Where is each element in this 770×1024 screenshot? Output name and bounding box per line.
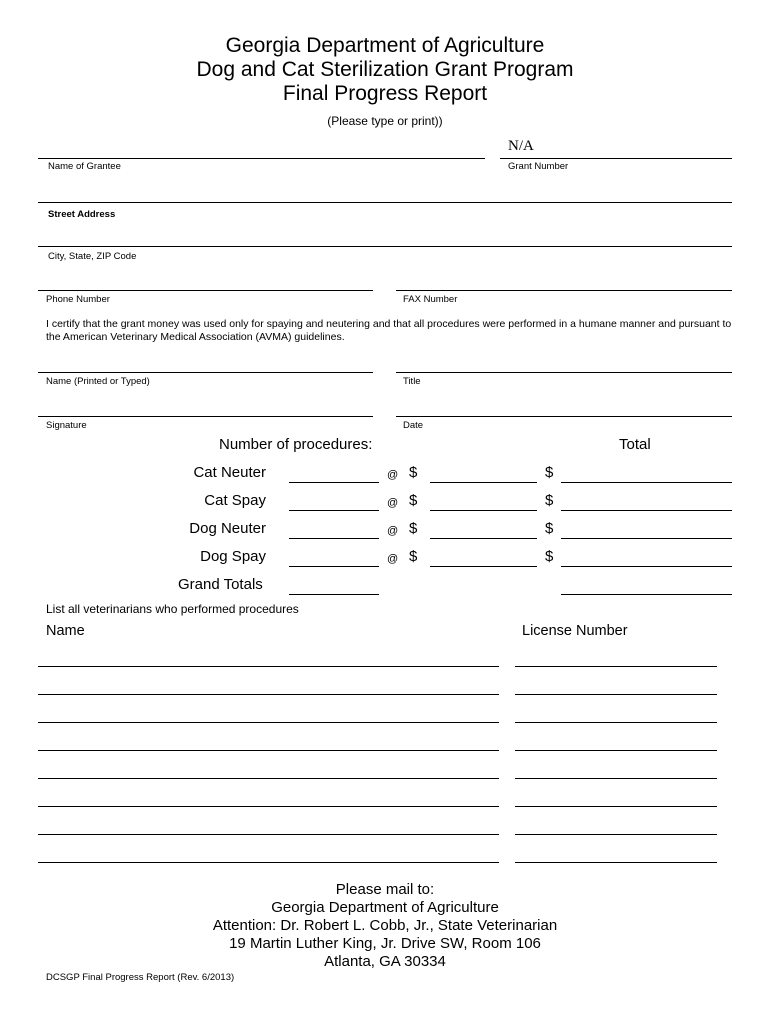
fax-label: FAX Number — [403, 294, 458, 305]
page-title: Final Progress Report — [282, 82, 488, 105]
vet-name-input[interactable] — [38, 666, 499, 667]
street-address-line — [38, 202, 732, 203]
dog-spay-total-dollar: $ — [545, 548, 554, 565]
printed-name-input[interactable] — [40, 352, 370, 372]
vet-name-input[interactable] — [38, 806, 499, 807]
phone-input[interactable] — [40, 270, 370, 290]
vet-name-input[interactable] — [38, 750, 499, 751]
cat-spay-rate-dollar: $ — [409, 492, 418, 509]
grantee-name-line — [38, 158, 485, 159]
mail-attention: Attention: Dr. Robert L. Cobb, Jr., State Veterinarian — [212, 917, 558, 934]
vet-name-input[interactable] — [38, 862, 499, 863]
printed-name-line — [38, 372, 373, 373]
form-revision: DCSGP Final Progress Report (Rev. 6/2013) — [46, 972, 235, 983]
vet-license-input[interactable] — [515, 694, 717, 695]
grand-total-count-input[interactable] — [289, 594, 379, 595]
cat-neuter-rate-input[interactable] — [430, 482, 537, 483]
date-line — [396, 416, 732, 417]
cat-spay-label: Cat Spay — [204, 492, 266, 509]
dog-spay-rate-input[interactable] — [430, 566, 537, 567]
dog-spay-count-input[interactable] — [289, 566, 379, 567]
certification-statement: I certify that the grant money was used only for spaying and neutering and that all procedures were performed in a humane manner and pursuant to the American Veterinary Medical Association (AVMA) guidelines. — [46, 318, 732, 343]
total-heading: Total — [619, 436, 651, 453]
dog-neuter-count-input[interactable] — [289, 538, 379, 539]
dog-neuter-at-symbol: @ — [387, 525, 399, 537]
mail-agency: Georgia Department of Agriculture — [271, 899, 499, 916]
grant-number-line — [500, 158, 732, 159]
vet-license-input[interactable] — [515, 750, 717, 751]
vet-name-input[interactable] — [38, 694, 499, 695]
title-label: Title — [403, 376, 421, 387]
date-input[interactable] — [398, 396, 728, 416]
grand-totals-label: Grand Totals — [178, 576, 263, 593]
dog-neuter-rate-input[interactable] — [430, 538, 537, 539]
vet-license-heading: License Number — [522, 623, 628, 639]
grant-number-label: Grant Number — [508, 161, 569, 172]
fax-line — [396, 290, 732, 291]
dog-spay-total-input[interactable] — [561, 566, 732, 567]
mail-street: 19 Martin Luther King, Jr. Drive SW, Room 106 — [229, 935, 541, 952]
header-agency: Georgia Department of Agriculture — [225, 34, 545, 57]
grantee-name-input[interactable] — [40, 138, 480, 158]
vet-name-input[interactable] — [38, 778, 499, 779]
vet-license-input[interactable] — [515, 778, 717, 779]
mail-city: Atlanta, GA 30334 — [324, 953, 446, 970]
cat-neuter-total-dollar: $ — [545, 464, 554, 481]
signature-input[interactable] — [40, 396, 370, 416]
cat-neuter-label: Cat Neuter — [193, 464, 266, 481]
cat-spay-total-input[interactable] — [561, 510, 732, 511]
date-label: Date — [403, 420, 424, 431]
dog-spay-rate-dollar: $ — [409, 548, 418, 565]
cat-spay-count-input[interactable] — [289, 510, 379, 511]
dog-neuter-total-input[interactable] — [561, 538, 732, 539]
cat-spay-at-symbol: @ — [387, 497, 399, 509]
fax-input[interactable] — [398, 270, 728, 290]
street-address-input[interactable] — [40, 182, 730, 202]
printed-name-label: Name (Printed or Typed) — [46, 376, 150, 387]
city-state-zip-label: City, State, ZIP Code — [48, 251, 137, 262]
dog-neuter-total-dollar: $ — [545, 520, 554, 537]
cat-neuter-at-symbol: @ — [387, 469, 399, 481]
city-state-zip-input[interactable] — [40, 226, 730, 246]
dog-neuter-rate-dollar: $ — [409, 520, 418, 537]
street-address-label: Street Address — [48, 209, 116, 220]
vet-license-input[interactable] — [515, 806, 717, 807]
cat-spay-rate-input[interactable] — [430, 510, 537, 511]
phone-label: Phone Number — [46, 294, 110, 305]
cat-neuter-total-input[interactable] — [561, 482, 732, 483]
dog-neuter-label: Dog Neuter — [189, 520, 266, 537]
vet-license-input[interactable] — [515, 834, 717, 835]
procedures-heading: Number of procedures: — [219, 436, 373, 453]
cat-neuter-rate-dollar: $ — [409, 464, 418, 481]
title-input[interactable] — [398, 352, 728, 372]
vet-license-input[interactable] — [515, 722, 717, 723]
cat-spay-total-dollar: $ — [545, 492, 554, 509]
veterinarians-instruction: List all veterinarians who performed procedures — [46, 602, 299, 616]
dog-spay-at-symbol: @ — [387, 553, 399, 565]
dog-spay-label: Dog Spay — [200, 548, 266, 565]
city-state-zip-line — [38, 246, 732, 247]
cat-neuter-count-input[interactable] — [289, 482, 379, 483]
grantee-name-label: Name of Grantee — [48, 161, 121, 172]
phone-line — [38, 290, 373, 291]
form-instruction: (Please type or print)) — [327, 114, 443, 128]
vet-license-input[interactable] — [515, 666, 717, 667]
header-program: Dog and Cat Sterilization Grant Program — [196, 58, 574, 81]
signature-label: Signature — [46, 420, 87, 431]
vet-license-input[interactable] — [515, 862, 717, 863]
vet-name-input[interactable] — [38, 722, 499, 723]
mail-instruction: Please mail to: — [335, 881, 435, 898]
vet-name-input[interactable] — [38, 834, 499, 835]
grand-total-amount-input[interactable] — [561, 594, 732, 595]
title-line — [396, 372, 732, 373]
signature-line — [38, 416, 373, 417]
grant-number-input[interactable]: N/A — [508, 138, 534, 154]
vet-name-heading: Name — [46, 623, 85, 639]
